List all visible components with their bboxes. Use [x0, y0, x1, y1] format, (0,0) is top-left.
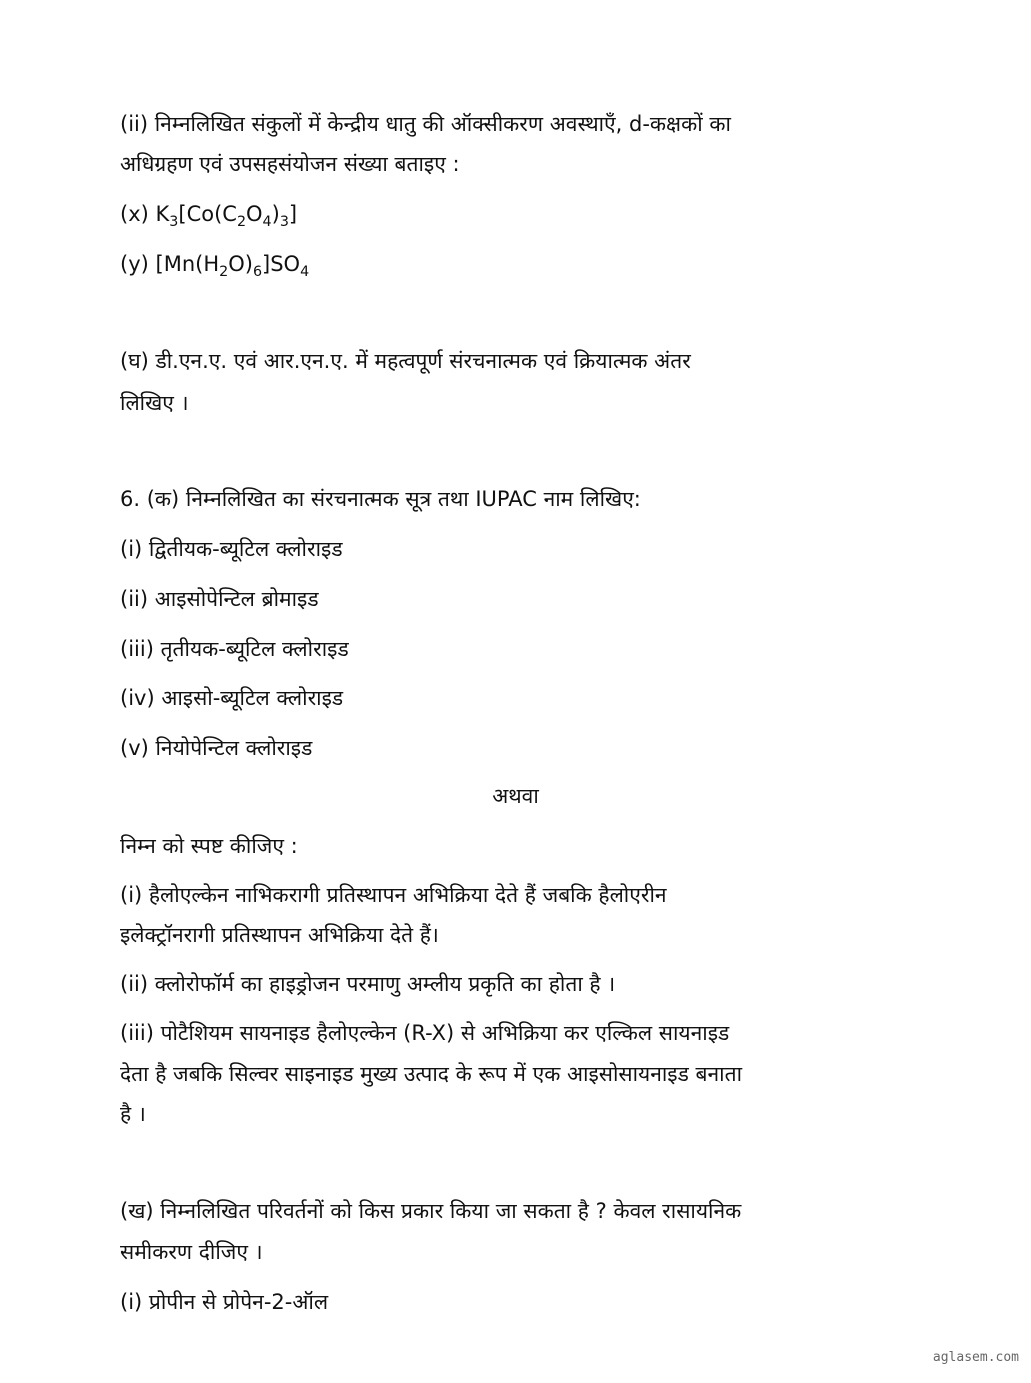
q5-ii-line-2: अधिग्रहण एवं उपसहसंयोजन संख्या बताइए : — [120, 152, 460, 176]
q6-ka-item-i: (i) द्वितीयक-ब्यूटिल क्लोराइड — [120, 537, 343, 561]
explain-ii: (ii) क्लोरोफॉर्म का हाइड्रोजन परमाणु अम्लीय प्रकृति का होता है । — [120, 972, 616, 996]
explain-i-line-1: (i) हैलोएल्केन नाभिकरागी प्रतिस्थापन अभिक्रिया देते हैं जबकि हैलोएरीन — [120, 883, 667, 907]
explain-heading: निम्न को स्पष्ट कीजिए : — [120, 834, 298, 858]
formula-x-label: (x) — [120, 202, 149, 226]
q5-ii-line-1: (ii) निम्नलिखित संकुलों में केन्द्रीय धातु की ऑक्सीकरण अवस्थाएँ, d-कक्षकों का — [120, 112, 731, 136]
watermark: aglasem.com — [932, 1350, 1019, 1365]
explain-iii-line-3: है । — [120, 1102, 146, 1126]
q6-ka-item-iv: (iv) आइसो-ब्यूटिल क्लोराइड — [120, 686, 344, 710]
q6-ka-item-ii: (ii) आइसोपेन्टिल ब्रोमाइड — [120, 587, 319, 611]
explain-i-line-2: इलेक्ट्रॉनरागी प्रतिस्थापन अभिक्रिया देते हैं। — [120, 923, 439, 947]
q6-ka-item-v: (v) नियोपेन्टिल क्लोराइड — [120, 736, 313, 760]
explain-iii-line-1: (iii) पोटैशियम सायनाइड हैलोएल्केन (R-X) से अभिक्रिया कर एल्किल सायनाइड — [120, 1021, 730, 1045]
q6-kha-item-i: (i) प्रोपीन से प्रोपेन-2-ऑल — [120, 1290, 329, 1314]
formula-x-value: $K_3[Co(C_2O_4)_3]$ — [155, 202, 298, 230]
q5-gha-line-1: (घ) डी.एन.ए. एवं आर.एन.ए. में महत्वपूर्ण संरचनात्मक एवं क्रियात्मक अंतर — [120, 349, 691, 373]
formula-x — [120, 193, 931, 235]
q6-ka-item-iii: (iii) तृतीयक-ब्यूटिल क्लोराइड — [120, 637, 349, 661]
q6-ka-heading: 6. (क) निम्नलिखित का संरचनात्मक सूत्र तथा IUPAC नाम लिखिए: — [120, 487, 641, 511]
formula-y-value: $[Mn(H_2O)_6]SO_4$ — [155, 252, 310, 280]
q5-gha-line-2: लिखिए । — [120, 391, 189, 415]
formula-y — [120, 243, 931, 285]
q6-kha-line-1: (ख) निम्नलिखित परिवर्तनों को किस प्रकार किया जा सकता है ? केवल रासायनिक — [120, 1199, 742, 1223]
q6-kha-line-2: समीकरण दीजिए । — [120, 1240, 263, 1264]
explain-iii-line-2: देता है जबकि सिल्वर साइनाइड मुख्य उत्पाद के रूप में एक आइसोसायनाइड बनाता — [120, 1062, 743, 1086]
formula-y-label: (y) — [120, 252, 149, 276]
athva-divider: अथवा — [492, 784, 539, 808]
